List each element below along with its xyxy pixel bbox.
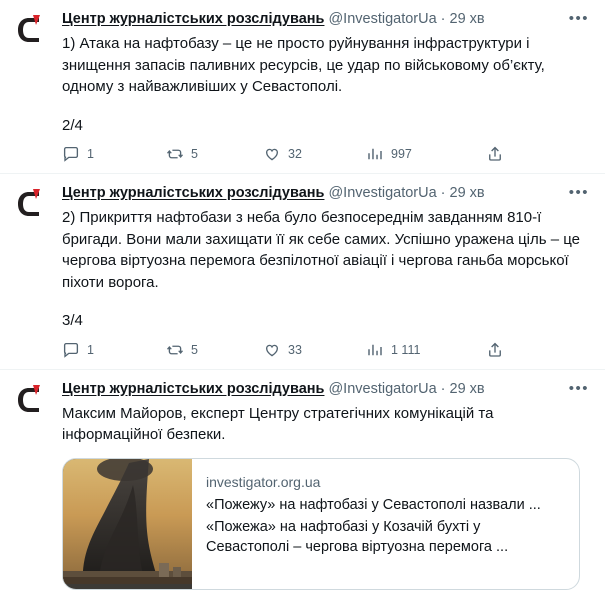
views-icon [366, 145, 384, 163]
tweet-timestamp[interactable]: 29 хв [449, 185, 485, 201]
logo-avatar-icon [14, 382, 50, 418]
tweet-header [62, 10, 587, 29]
reply-count: 1 [87, 342, 94, 357]
avatar-column [14, 184, 62, 363]
tweet-actions [62, 145, 587, 163]
like-icon [263, 341, 281, 359]
reply-count: 1 [87, 147, 94, 161]
link-preview-description: «Пожежа» на нафтобазі у Козачій бухті у Севастополі – чергова віртуозна перемога ... [206, 518, 509, 555]
tweet-actions [62, 341, 587, 359]
tweet-body [62, 184, 591, 363]
reply-icon [62, 341, 80, 359]
like-icon [263, 145, 281, 163]
more-options-icon[interactable]: ••• [568, 184, 589, 201]
reply-button[interactable] [62, 145, 166, 163]
like-count: 32 [288, 147, 302, 161]
link-preview-body [192, 459, 579, 589]
logo-avatar-icon [14, 12, 50, 48]
tweet-thread-counter: 2/4 [62, 116, 83, 134]
link-preview-card[interactable] [62, 458, 580, 590]
avatar-column [14, 380, 62, 590]
link-preview-image [63, 459, 192, 589]
tweet-item[interactable] [0, 0, 605, 174]
tweet-text: Максим Майоров, експерт Центру стратегічних комунікацій та інформаційної безпеки. [62, 404, 498, 443]
tweet-timestamp[interactable]: 29 хв [449, 380, 485, 397]
account-display-name[interactable]: Центр журналістських розслідувань [62, 380, 325, 397]
account-handle[interactable]: @InvestigatorUa [328, 185, 437, 201]
like-button[interactable] [263, 341, 366, 359]
share-button[interactable] [486, 341, 526, 359]
retweet-button[interactable] [166, 145, 263, 163]
tweet-item[interactable] [0, 370, 605, 596]
views-count: 997 [391, 147, 412, 161]
tweet-body [62, 10, 591, 167]
avatar[interactable] [14, 12, 50, 48]
like-count: 33 [288, 342, 302, 357]
more-options-icon[interactable]: ••• [568, 10, 589, 27]
like-button[interactable] [263, 145, 366, 163]
account-display-name[interactable]: Центр журналістських розслідувань [62, 185, 325, 201]
link-preview-title: «Пожежу» на нафтобазі у Севастополі назвали ... [206, 496, 541, 513]
retweet-count: 5 [191, 342, 198, 357]
avatar[interactable] [14, 382, 50, 418]
reply-button[interactable] [62, 341, 166, 359]
reply-icon [62, 145, 80, 163]
link-preview-domain: investigator.org.ua [206, 473, 321, 490]
tweet-header [62, 184, 587, 203]
retweet-count: 5 [191, 147, 198, 161]
separator-dot: · [440, 185, 446, 201]
tweet-text: 1) Атака на нафтобазу – це не просто руйнування інфраструктури і знищення запасів паливних ресурсів, це удар по військовому об’єкту, одному з найважливіших у Севастополі. [62, 35, 550, 95]
smoke-plume-image [63, 459, 192, 584]
separator-dot: · [440, 11, 446, 27]
tweet-timestamp[interactable]: 29 хв [449, 11, 485, 27]
retweet-icon [166, 145, 184, 163]
tweet-body [62, 380, 591, 590]
account-display-name[interactable]: Центр журналістських розслідувань [62, 11, 325, 27]
share-icon [486, 341, 504, 359]
views-count: 1 111 [391, 342, 421, 357]
share-button[interactable] [486, 145, 526, 163]
avatar[interactable] [14, 186, 50, 222]
tweet-header [62, 380, 587, 399]
views-button[interactable] [366, 341, 486, 359]
avatar-column [14, 10, 62, 167]
more-options-icon[interactable]: ••• [568, 379, 589, 397]
views-button[interactable] [366, 145, 486, 163]
separator-dot: · [440, 380, 446, 397]
tweet-text: 2) Прикриття нафтобази з неба було безпосереднім завданням 810-ї бригади. Вони мали захищати її як себе самих. Успішно уражена ціль – це чергова віртуозна перемога безпілотної авіації і чергова ганьба морської піхоти ворога. [62, 209, 585, 291]
tweet-thread-counter: 3/4 [62, 312, 83, 329]
retweet-button[interactable] [166, 341, 263, 359]
account-handle[interactable]: @InvestigatorUa [328, 11, 437, 27]
account-handle[interactable]: @InvestigatorUa [328, 380, 437, 397]
share-icon [486, 145, 504, 163]
views-icon [366, 341, 384, 359]
logo-avatar-icon [14, 186, 50, 222]
retweet-icon [166, 341, 184, 359]
tweet-item[interactable] [0, 174, 605, 370]
